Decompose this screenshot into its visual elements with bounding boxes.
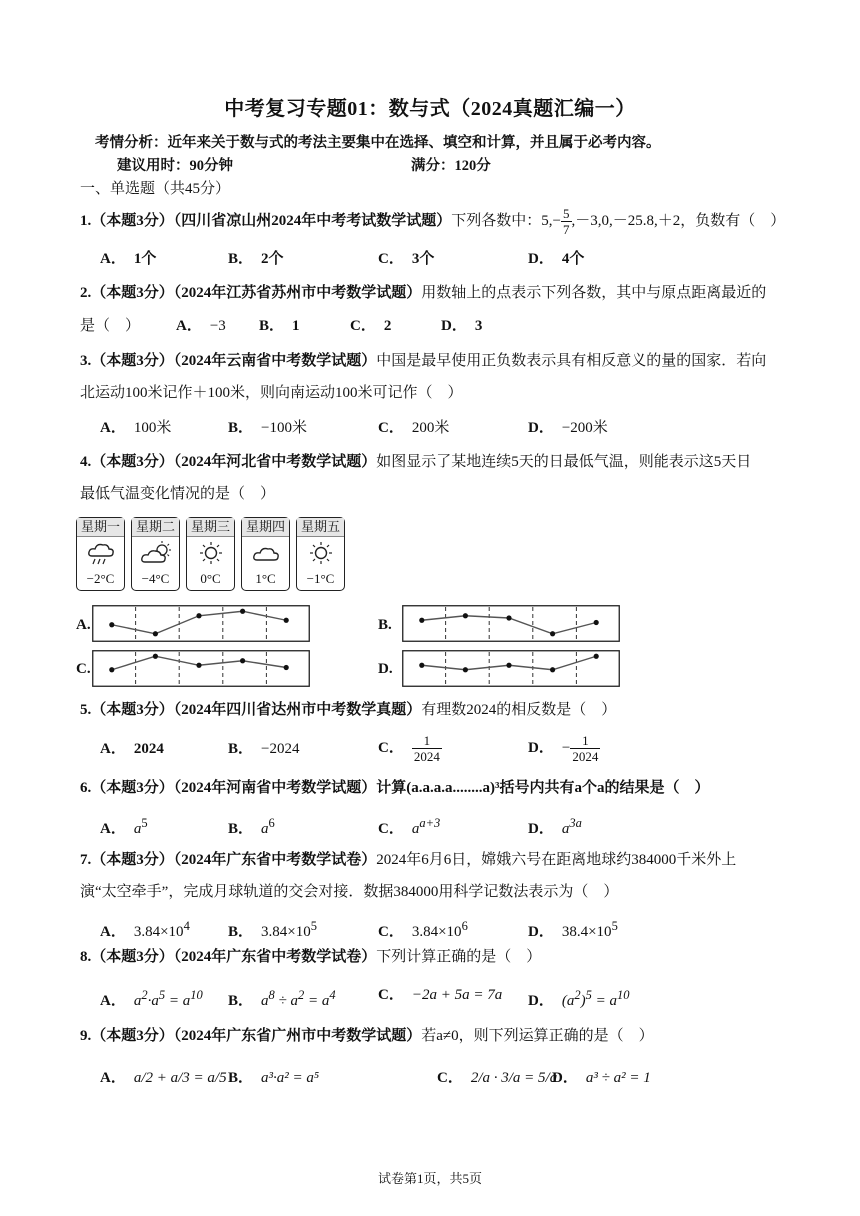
option-a[interactable]: A． $a^2\cdot a^5 = a^{10}$ xyxy=(100,988,203,1009)
full-score: 满分：120分 xyxy=(411,158,491,174)
chart-frame xyxy=(403,651,620,687)
question-4: 4.（本题3分）（2024年河北省中考数学试题）如图显示了某地连续5天的日最低气温，则能表示这5天日 xyxy=(80,454,752,470)
data-point xyxy=(109,667,114,672)
question-3-line2: 北运动100米记作＋100米，则向南运动100米可记作（ ） xyxy=(80,385,463,401)
cloud-icon xyxy=(251,540,281,568)
data-point xyxy=(284,665,289,670)
option-b[interactable]: B． −2024 xyxy=(228,741,300,757)
option-c[interactable]: C． 2/a · 3/a = 5/a xyxy=(437,1070,558,1086)
line-option-chart[interactable] xyxy=(402,650,620,687)
option-a[interactable]: A． a/2 + a/3 = a/5 xyxy=(100,1070,227,1086)
page-footer: 试卷第1页，共5页 xyxy=(377,1171,482,1186)
data-point xyxy=(196,663,201,668)
option-c[interactable]: C． $a^{a+3}$ xyxy=(378,816,441,837)
option-a[interactable]: A． 1个 xyxy=(100,251,157,267)
chart-frame xyxy=(93,606,310,642)
option-d[interactable]: D． − $\frac{1}{2024}$ xyxy=(528,733,599,764)
question-3: 3.（本题3分）（2024年云南省中考数学试题）中国是最早使用正负数表示具有相反意义的量的国家．若向 xyxy=(80,353,767,369)
data-point xyxy=(463,613,468,618)
option-b[interactable]: B． 2个 xyxy=(228,251,284,267)
option-a[interactable]: A． $a^5$ xyxy=(100,816,148,837)
option-d[interactable]: D． a³ ÷ a² = 1 xyxy=(552,1070,651,1086)
question-8: 8.（本题3分）（2024年广东省中考数学试卷）下列计算正确的是（ ） xyxy=(80,949,542,965)
question-1: 1.（本题3分）（四川省凉山州2024年中考考试数学试题）下列各数中：5,− $\frac{5}{7}$ ,－3,0,－25.8,＋2，负数有（ ） xyxy=(80,206,786,237)
option-c[interactable]: C． $3.84\times 10^6$ xyxy=(378,919,468,940)
weather-card: 星期二 −4°C xyxy=(131,517,180,591)
exam-analysis: 考情分析：近年来关于数与式的考法主要集中在选择、填空和计算，并且属于必考内容。 xyxy=(95,135,661,151)
data-point xyxy=(463,667,468,672)
line-option-chart[interactable] xyxy=(92,650,310,687)
option-d[interactable]: D． −200米 xyxy=(528,420,608,436)
option-b[interactable]: B． 1 xyxy=(259,318,300,334)
data-point xyxy=(594,620,599,625)
option-b[interactable]: B． $3.84\times 10^5$ xyxy=(228,919,317,940)
option-b[interactable]: B． $a^8 \div a^2 = a^4$ xyxy=(228,988,336,1009)
question-6: 6.（本题3分）（2024年河南省中考数学试题）计算(a.a.a.a........a)³括号内共有a个a的结果是（ ） xyxy=(80,780,710,796)
sun-icon xyxy=(306,540,336,568)
rain-cloud-icon xyxy=(86,540,116,568)
question-7-line2: 演“太空牵手”，完成月球轨道的交会对接．数据384000用科学记数法表示为（ ） xyxy=(80,884,619,900)
question-5: 5.（本题3分）（2024年四川省达州市中考数学真题）有理数2024的相反数是（ ） xyxy=(80,702,617,718)
data-point xyxy=(506,663,511,668)
question-2-line2: 是（ ） xyxy=(80,318,141,334)
question-7: 7.（本题3分）（2024年广东省中考数学试卷）2024年6月6日，嫦娥六号在距离地球约384000千米外上 xyxy=(80,852,737,868)
option-c[interactable]: C． −2a + 5a = 7a xyxy=(378,987,503,1003)
option-c[interactable]: C． 200米 xyxy=(378,420,450,436)
option-c[interactable]: C． $\frac{1}{2024}$ xyxy=(378,733,440,764)
data-point xyxy=(240,658,245,663)
weather-card: 星期三 0°C xyxy=(186,517,235,591)
data-point xyxy=(550,631,555,636)
data-point xyxy=(153,654,158,659)
data-point xyxy=(284,618,289,623)
question-number: 1. xyxy=(80,212,92,229)
weather-card: 星期一 −2°C xyxy=(76,517,125,591)
option-b[interactable]: B． a³·a² = a⁵ xyxy=(228,1070,320,1086)
section-heading: 一、单选题（共45分） xyxy=(80,181,231,197)
sun-icon xyxy=(196,540,226,568)
question-9: 9.（本题3分）（2024年广东省广州市中考数学试题）若a≠0，则下列运算正确的是（ ） xyxy=(80,1028,654,1044)
option-a[interactable]: A． 2024 xyxy=(100,741,164,757)
question-2: 2.（本题3分）（2024年江苏省苏州市中考数学试题）用数轴上的点表示下列各数，其中与原点距离最近的 xyxy=(80,285,767,301)
question-4-line2: 最低气温变化情况的是（ ） xyxy=(80,486,276,502)
chart-frame xyxy=(403,606,620,642)
option-d[interactable]: D． $(a^2)^5 = a^{10}$ xyxy=(528,988,630,1009)
data-point xyxy=(240,609,245,614)
line-option-label: D. xyxy=(378,661,393,677)
line-option-label: B. xyxy=(378,617,392,633)
option-d[interactable]: D． 3 xyxy=(441,318,483,334)
option-b[interactable]: B． −100米 xyxy=(228,420,307,436)
data-point xyxy=(419,663,424,668)
data-point xyxy=(196,613,201,618)
partly-cloudy-icon xyxy=(141,540,173,568)
option-c[interactable]: C． 2 xyxy=(350,318,392,334)
line-option-label: C. xyxy=(76,661,91,677)
suggested-time: 建议用时：90分钟 xyxy=(117,158,233,174)
weather-card: 星期四 1°C xyxy=(241,517,290,591)
fraction: $\frac{5}{7}$ xyxy=(563,206,570,237)
data-point xyxy=(506,615,511,620)
option-a[interactable]: A． −3 xyxy=(176,318,226,334)
line-option-label: A. xyxy=(76,617,91,633)
option-d[interactable]: D． $38.4\times 10^5$ xyxy=(528,919,618,940)
option-d[interactable]: D． 4个 xyxy=(528,251,585,267)
option-a[interactable]: A． $3.84\times 10^4$ xyxy=(100,919,190,940)
chart-frame xyxy=(93,651,310,687)
line-option-chart[interactable] xyxy=(402,605,620,642)
option-d[interactable]: D． $a^{3a}$ xyxy=(528,816,582,837)
weather-cards xyxy=(76,517,346,593)
weather-card: 星期五 −1°C xyxy=(296,517,345,591)
option-a[interactable]: A． 100米 xyxy=(100,420,172,436)
page-title: 中考复习专题01：数与式（2024真题汇编一） xyxy=(224,98,636,120)
option-c[interactable]: C． 3个 xyxy=(378,251,435,267)
line-option-chart[interactable] xyxy=(92,605,310,642)
data-point xyxy=(419,618,424,623)
data-point xyxy=(550,667,555,672)
data-point xyxy=(153,631,158,636)
question-source: （本题3分）（四川省凉山州2024年中考考试数学试题） xyxy=(91,212,452,229)
data-point xyxy=(109,622,114,627)
option-b[interactable]: B． $a^6$ xyxy=(228,816,275,837)
data-point xyxy=(594,654,599,659)
